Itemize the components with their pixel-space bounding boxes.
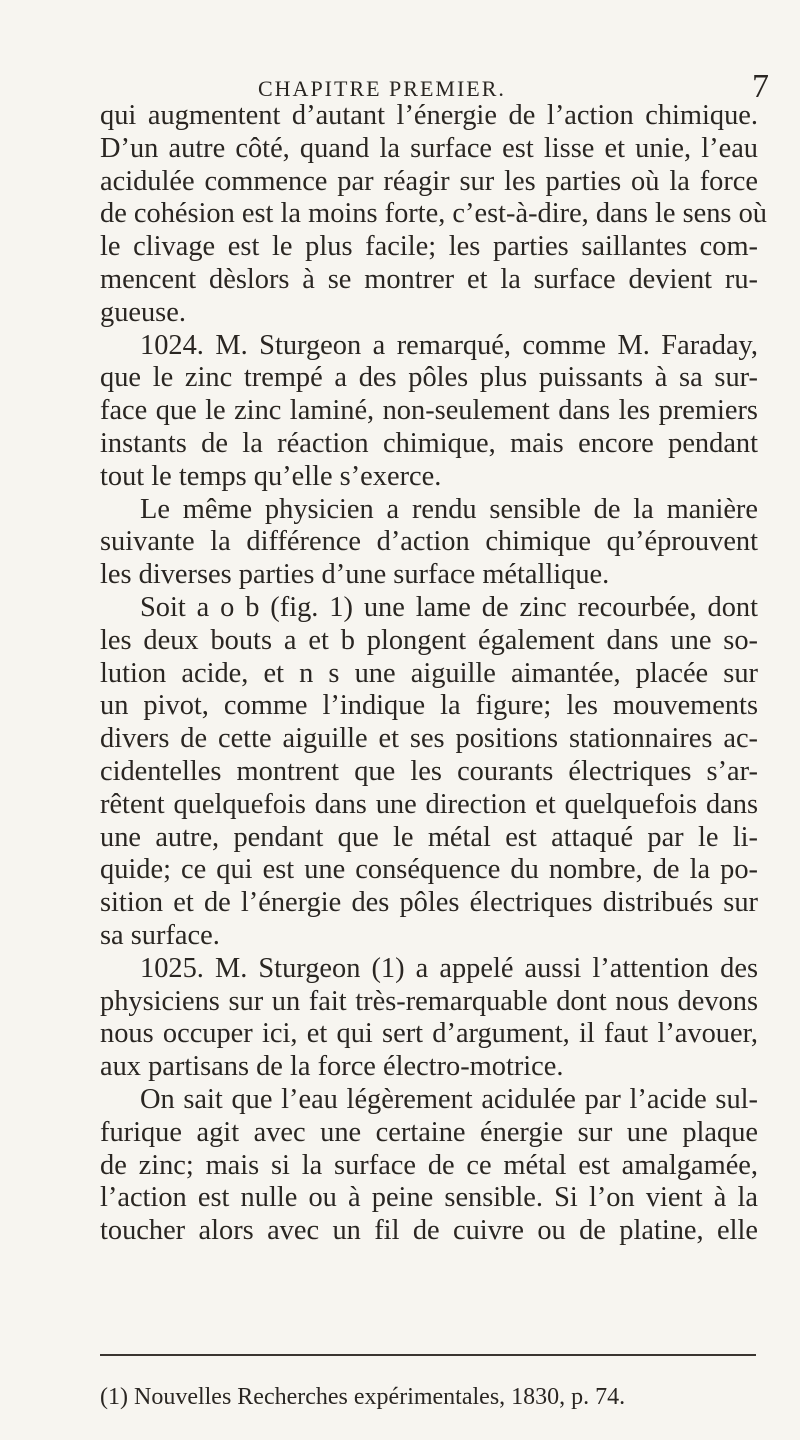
body-text xyxy=(100,100,767,1248)
text-line: le clivage est le plus facile; les parties saillantes com- xyxy=(100,231,758,263)
text-line: de cohésion est la moins forte, c’est-à-dire, dans le sens où xyxy=(100,198,767,230)
text-line: suivante la différence d’action chimique qu’éprouvent xyxy=(100,526,758,558)
text-line: une autre, pendant que le métal est attaqué par le li- xyxy=(100,821,758,853)
footnote: (1) Nouvelles Recherches expérimentales, 1830, p. 74. xyxy=(100,1384,626,1410)
text-line: On sait que l’eau légèrement acidulée par l’acide sul- xyxy=(140,1083,758,1115)
text-line: aux partisans de la force électro-motrice. xyxy=(100,1051,564,1083)
text-line: Soit a o b (fig. 1) une lame de zinc recourbée, dont xyxy=(140,591,758,623)
paragraph-1025-start: 1025. M. Sturgeon (1) a appelé aussi l’attention des xyxy=(140,952,758,984)
text-line: qui augmentent d’autant l’énergie de l’action chimique. xyxy=(100,100,758,131)
text-line: de zinc; mais si la surface de ce métal est amalgamée, xyxy=(100,1149,758,1181)
text-line: les diverses parties d’une surface métallique. xyxy=(100,559,610,591)
footnote-divider xyxy=(100,1354,756,1356)
text-line: sa surface. xyxy=(100,919,220,951)
text-line: gueuse. xyxy=(100,296,186,328)
text-line: tout le temps qu’elle s’exerce. xyxy=(100,460,442,492)
text-line: les deux bouts a et b plongent également dans une so- xyxy=(100,624,758,656)
text-line: Le même physicien a rendu sensible de la manière xyxy=(140,493,758,525)
text-line: divers de cette aiguille et ses positions stationnaires ac- xyxy=(100,723,758,755)
page-number: 7 xyxy=(752,68,769,105)
text-line: lution acide, et n s une aiguille aimantée, placée sur xyxy=(100,657,758,689)
text-line: acidulée commence par réagir sur les parties où la force xyxy=(100,165,758,197)
text-line: que le zinc trempé a des pôles plus puissants à sa sur- xyxy=(100,362,758,394)
text-line: face que le zinc laminé, non-seulement dans les premiers xyxy=(100,395,758,427)
text-line: cidentelles montrent que les courants électriques s’ar- xyxy=(100,755,758,787)
text-line: physiciens sur un fait très-remarquable dont nous devons xyxy=(100,985,758,1017)
text-line: instants de la réaction chimique, mais encore pendant xyxy=(100,427,758,459)
text-line: rêtent quelquefois dans une direction et quelquefois dans xyxy=(100,788,758,820)
paragraph-1024-start: 1024. M. Sturgeon a remarqué, comme M. Faraday, xyxy=(140,329,758,361)
text-line: D’un autre côté, quand la surface est lisse et unie, l’eau xyxy=(100,132,758,164)
text-line: nous occuper ici, et qui sert d’argument, il faut l’avouer, xyxy=(100,1018,758,1050)
running-head: CHAPITRE PREMIER. xyxy=(258,76,506,101)
text-line: toucher alors avec un fil de cuivre ou de platine, elle xyxy=(100,1215,758,1247)
text-line: l’action est nulle ou à peine sensible. Si l’on vient à la xyxy=(100,1182,758,1214)
text-line: furique agit avec une certaine énergie sur une plaque xyxy=(100,1116,758,1148)
text-line: quide; ce qui est une conséquence du nombre, de la po- xyxy=(100,854,758,886)
text-line: mencent dèslors à se montrer et la surface devient ru- xyxy=(100,263,758,295)
text-line: sition et de l’énergie des pôles électriques distribués sur xyxy=(100,887,758,919)
text-line: un pivot, comme l’indique la figure; les mouvements xyxy=(100,690,758,722)
